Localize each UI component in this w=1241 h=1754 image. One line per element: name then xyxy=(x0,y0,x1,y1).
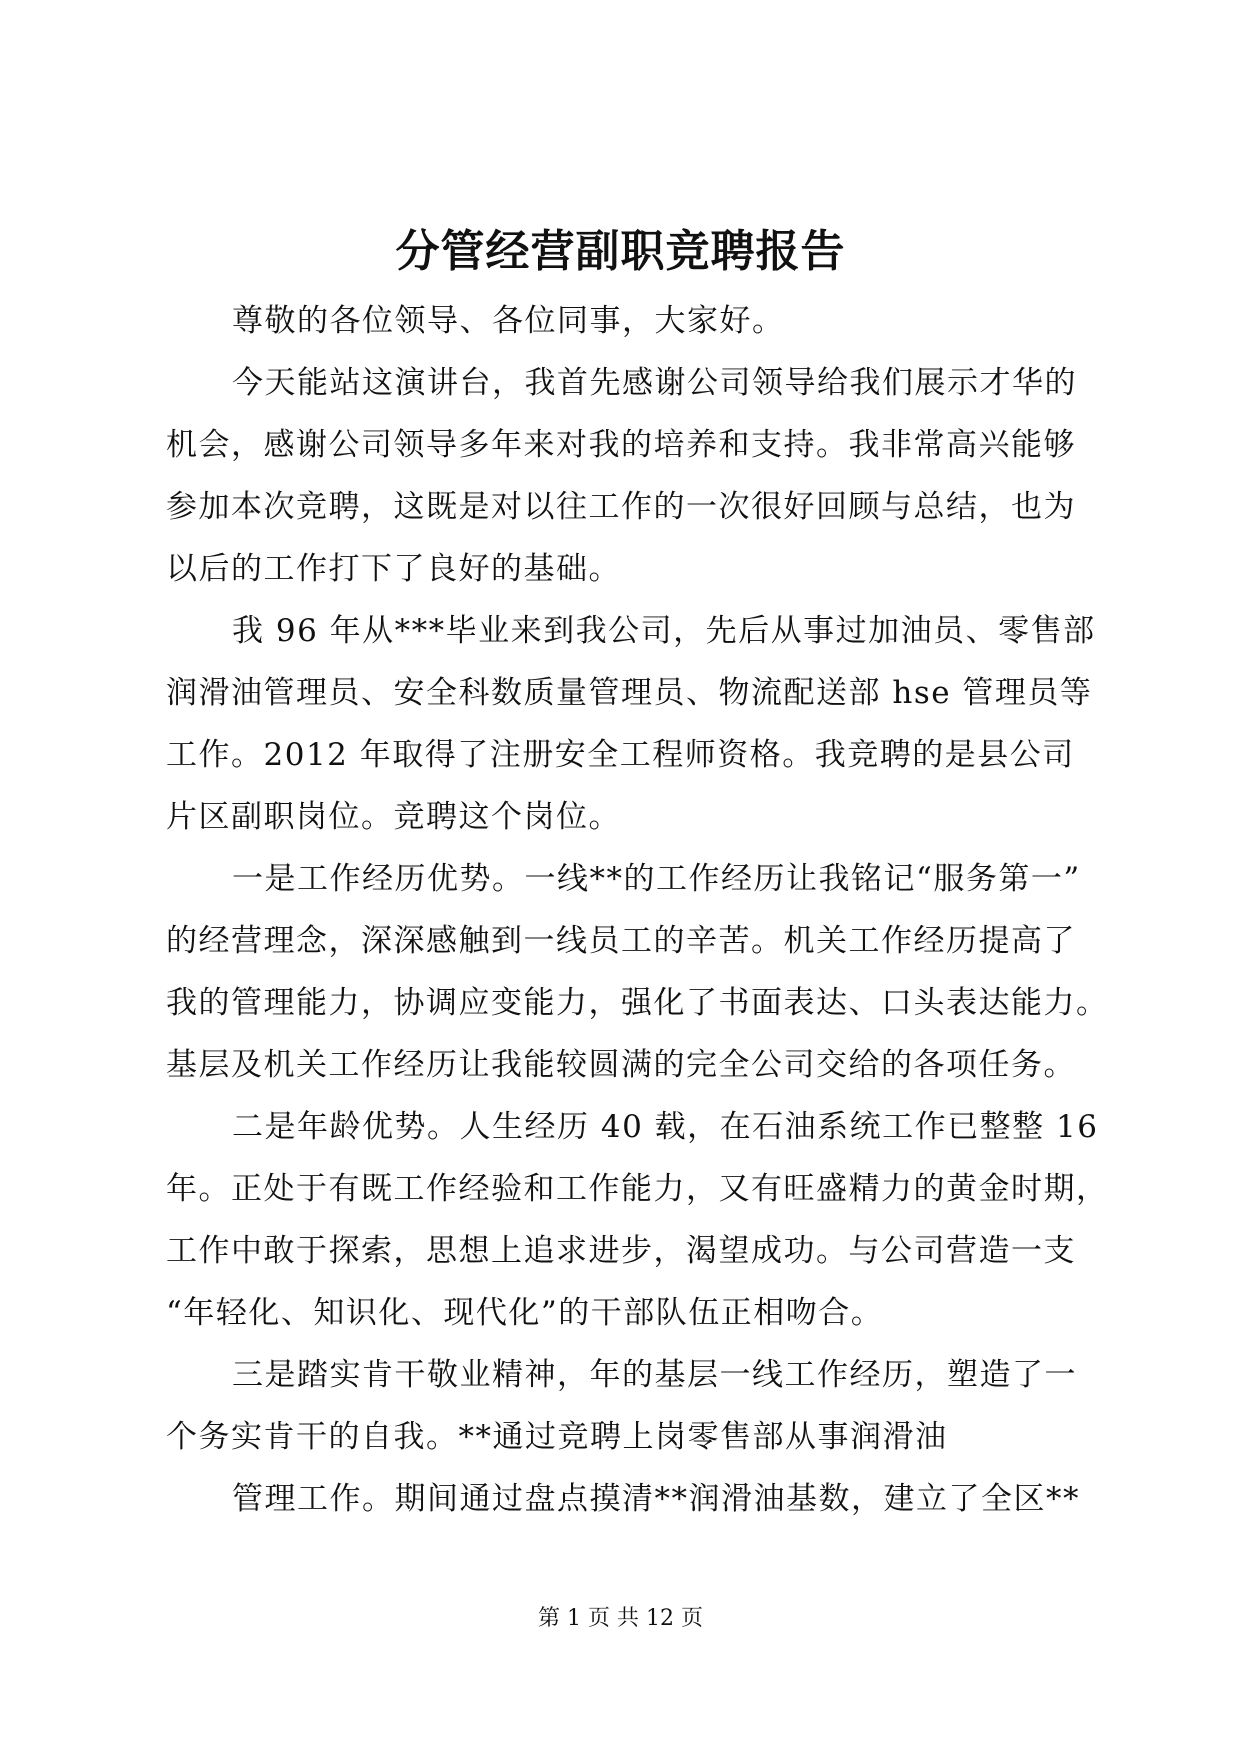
text-line: 一是工作经历优势。一线**的工作经历让我铭记“服务第一” xyxy=(232,861,1081,897)
text-line: 机会，感谢公司领导多年来对我的培养和支持。我非常高兴能够 xyxy=(166,427,1076,463)
text-line: 的经营理念，深深感触到一线员工的辛苦。机关工作经历提高了 xyxy=(166,923,1076,959)
text-line: 个务实肯干的自我。**通过竞聘上岗零售部从事润滑油 xyxy=(166,1419,948,1455)
text-line: 基层及机关工作经历让我能较圆满的完全公司交给的各项任务。 xyxy=(166,1047,1076,1083)
text-line: “年轻化、知识化、现代化”的干部队伍正相吻合。 xyxy=(166,1295,884,1331)
text-line: 年。正处于有既工作经验和工作能力，又有旺盛精力的黄金时期， xyxy=(166,1171,1109,1207)
text-line: 以后的工作打下了良好的基础。 xyxy=(166,551,621,587)
text-line: 我 96 年从***毕业来到我公司，先后从事过加油员、零售部 xyxy=(232,613,1096,649)
text-line: 尊敬的各位领导、各位同事，大家好。 xyxy=(232,303,785,339)
document-title: 分管经营副职竞聘报告 xyxy=(395,226,846,277)
text-line: 二是年龄优势。人生经历 40 载，在石油系统工作已整整 16 xyxy=(232,1109,1099,1145)
text-line: 管理工作。期间通过盘点摸清**润滑油基数，建立了全区** xyxy=(232,1481,1080,1517)
page-footer: 第 1 页 共 12 页 xyxy=(538,1606,703,1631)
text-line: 三是踏实肯干敬业精神，年的基层一线工作经历，塑造了一 xyxy=(232,1357,1077,1393)
document-body xyxy=(166,290,1109,1530)
text-line: 片区副职岗位。竞聘这个岗位。 xyxy=(166,799,621,835)
text-line: 润滑油管理员、安全科数质量管理员、物流配送部 hse 管理员等 xyxy=(166,675,1093,711)
text-line: 我的管理能力，协调应变能力，强化了书面表达、口头表达能力。 xyxy=(166,985,1109,1021)
text-line: 工作中敢于探索，思想上追求进步，渴望成功。与公司营造一支 xyxy=(166,1233,1076,1269)
text-line: 参加本次竞聘，这既是对以往工作的一次很好回顾与总结，也为 xyxy=(166,489,1076,525)
text-line: 今天能站这演讲台，我首先感谢公司领导给我们展示才华的 xyxy=(232,365,1077,401)
text-line: 工作。2012 年取得了注册安全工程师资格。我竞聘的是县公司 xyxy=(166,737,1075,773)
